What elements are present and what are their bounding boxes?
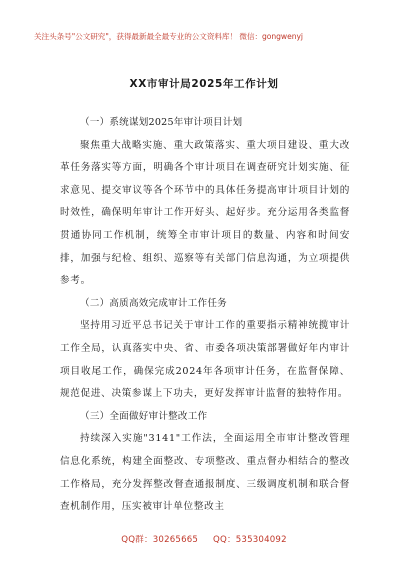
section-paragraph-1: 聚焦重大战略实施、重大政策落实、重大项目建设、重大改革任务落实等方面，明确各个审计项目在调查研究计划实施、征求意见、提交审议等各个环节中的具体任务提高审计项目计划的时效性，确保明年审计工作开好头、起好步。充分运用各类监督贯通协同工作机制，统筹全市审计项目的数量、内容和时间安排，加强与纪检、组织、巡察等有关部门信息沟通，为立项提供参考。 xyxy=(60,139,350,287)
document-title: XX市审计局2025年工作计划 xyxy=(129,78,279,90)
footer-qq-group: QQ群：30265665 xyxy=(121,535,199,545)
section-heading-3: （三）全面做好审计整改工作 xyxy=(80,410,208,422)
section-heading-2: （二）高质高效完成审计工作任务 xyxy=(80,297,227,309)
section-paragraph-2: 坚持用习近平总书记关于审计工作的重要指示精神统揽审计工作全局，认真落实中央、省、市委各项决策部署做好年内审计项目收尾工作，确保完成2024年各项审计任务，在监督保障、规范促进、决策参谋上下功夫，更好发挥审计监督的独特作用。 xyxy=(60,320,350,400)
section-heading-1: （一）系统谋划2025年审计项目计划 xyxy=(80,117,243,128)
footer-contact xyxy=(0,533,408,545)
document-body xyxy=(60,112,350,519)
footer-qq: QQ：535304092 xyxy=(213,535,287,545)
header-promo-note: 关注头条号"公文研究"，获得最新最全最专业的公文资料库！ 微信：gongwenyj xyxy=(34,32,303,41)
section-paragraph-3: 持续深入实施"3141"工作法，全面运用全市审计整改管理信息化系统，构建全面整改、专项整改、重点督办相结合的整改工作格局，充分发挥整改督查通报制度、三级调度机制和联合督查机制作用，压实被审计单位整改主 xyxy=(60,433,350,513)
